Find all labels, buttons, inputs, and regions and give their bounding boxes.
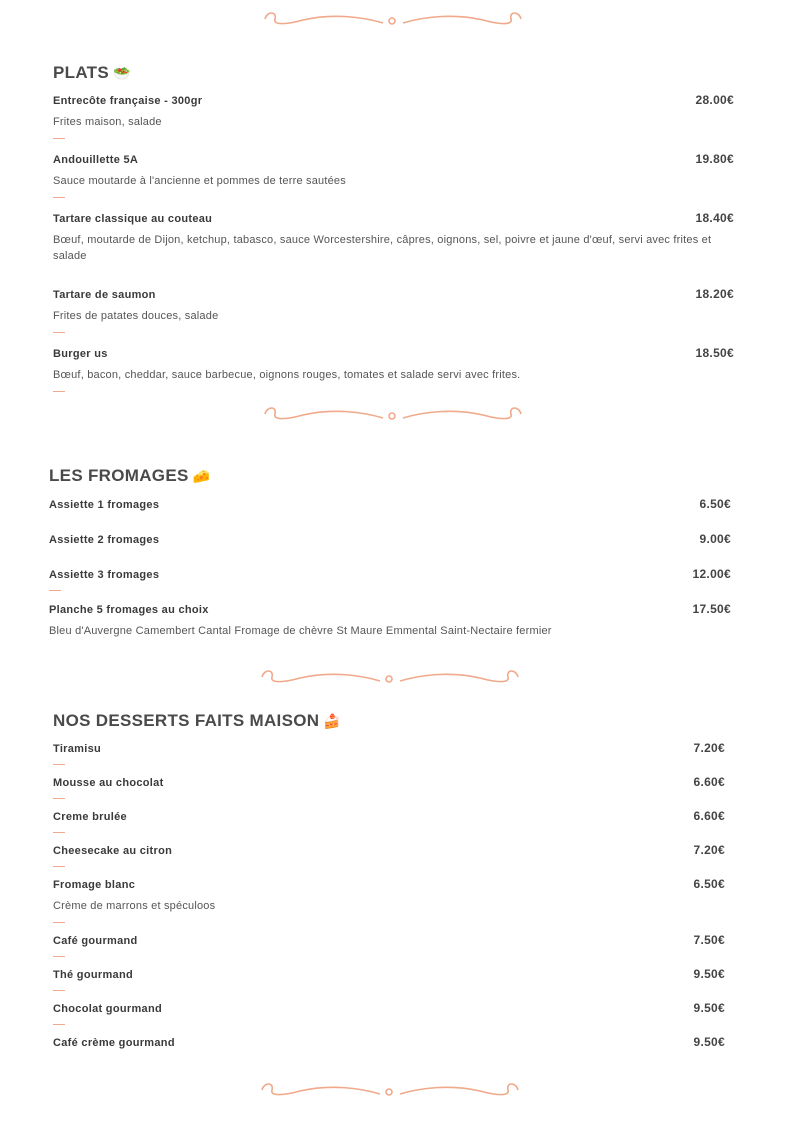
item-description: Crème de marrons et spéculoos <box>53 900 216 912</box>
menu-item <box>53 996 725 1025</box>
item-price: 6.50€ <box>693 877 725 891</box>
item-name: Cheesecake au citron <box>53 845 173 857</box>
item-price: 9.50€ <box>693 1001 725 1015</box>
menu-item <box>53 147 734 198</box>
ornament-divider <box>260 667 520 689</box>
item-price: 28.00€ <box>695 93 734 107</box>
ornament-divider <box>263 404 523 426</box>
item-price: 6.50€ <box>699 497 731 511</box>
item-name: Café gourmand <box>53 935 138 947</box>
cheese-icon: 🧀 <box>192 468 211 484</box>
item-description: Bœuf, moutarde de Dijon, ketchup, tabasco, sauce Worcestershire, câpres, oignons, sel, poivre et jaune d'œuf, servi avec frites et salade <box>53 234 712 262</box>
item-separator <box>53 832 65 833</box>
item-separator <box>53 922 65 923</box>
menu-item <box>53 962 725 991</box>
item-description: Frites maison, salade <box>53 116 162 128</box>
menu-item <box>53 804 725 833</box>
item-separator <box>53 197 65 198</box>
item-name: Planche 5 fromages au choix <box>49 604 209 616</box>
menu-item <box>53 1030 725 1054</box>
item-price: 6.60€ <box>693 809 725 823</box>
menu-item <box>53 770 725 799</box>
item-name: Thé gourmand <box>53 969 133 981</box>
item-name: Fromage blanc <box>53 879 136 891</box>
item-separator <box>53 764 65 765</box>
item-description: Bleu d'Auvergne Camembert Cantal Fromage de chèvre St Maure Emmental Saint-Nectaire fermier <box>49 625 552 637</box>
item-separator <box>53 798 65 799</box>
item-price: 17.50€ <box>692 602 731 616</box>
section-title: LES FROMAGES 🧀 <box>49 466 211 485</box>
item-price: 19.80€ <box>695 152 734 166</box>
item-name: Tartare classique au couteau <box>53 213 213 225</box>
menu-item <box>53 282 734 333</box>
item-description: Bœuf, bacon, cheddar, sauce barbecue, oignons rouges, tomates et salade servi avec frites. <box>53 369 521 381</box>
item-name: Assiette 2 fromages <box>49 534 160 546</box>
item-name: Entrecôte française - 300gr <box>53 95 203 107</box>
menu-item <box>53 928 725 957</box>
item-price: 7.20€ <box>693 843 725 857</box>
item-separator <box>53 332 65 333</box>
item-separator <box>53 866 65 867</box>
salad-icon: 🥗 <box>112 65 131 81</box>
menu-item <box>49 527 731 551</box>
menu-item <box>53 206 734 264</box>
item-separator <box>53 1024 65 1025</box>
ornament-divider <box>260 1080 520 1102</box>
item-separator <box>49 590 61 591</box>
item-name: Burger us <box>53 348 108 360</box>
item-name: Chocolat gourmand <box>53 1003 162 1015</box>
item-separator <box>53 990 65 991</box>
item-price: 7.50€ <box>693 933 725 947</box>
item-price: 18.50€ <box>695 346 734 360</box>
item-name: Café crème gourmand <box>53 1037 175 1049</box>
item-name: Mousse au chocolat <box>53 777 164 789</box>
item-price: 9.50€ <box>693 967 725 981</box>
item-price: 9.00€ <box>699 532 731 546</box>
menu-item <box>53 838 725 867</box>
item-name: Tartare de saumon <box>53 289 156 301</box>
item-name: Tiramisu <box>53 743 102 755</box>
section-title: PLATS 🥗 <box>53 63 131 82</box>
item-price: 6.60€ <box>693 775 725 789</box>
menu-item <box>53 88 734 139</box>
menu-item <box>53 736 725 765</box>
menu-item <box>53 341 734 392</box>
menu-item <box>49 597 731 639</box>
item-price: 18.20€ <box>695 287 734 301</box>
menu-item <box>49 562 731 591</box>
item-price: 18.40€ <box>695 211 734 225</box>
section-plats <box>53 60 734 392</box>
menu-item <box>53 872 725 923</box>
menu-item <box>49 492 731 516</box>
item-name: Assiette 1 fromages <box>49 499 160 511</box>
item-separator <box>53 138 65 139</box>
item-separator <box>53 391 65 392</box>
item-description: Sauce moutarde à l'ancienne et pommes de terre sautées <box>53 175 346 187</box>
item-price: 9.50€ <box>693 1035 725 1049</box>
item-price: 7.20€ <box>693 741 725 755</box>
cake-icon: 🍰 <box>323 713 342 729</box>
item-description: Frites de patates douces, salade <box>53 310 219 322</box>
section-fromages <box>49 463 731 639</box>
item-name: Assiette 3 fromages <box>49 569 160 581</box>
item-price: 12.00€ <box>692 567 731 581</box>
item-separator <box>53 956 65 957</box>
item-name: Andouillette 5A <box>53 154 139 166</box>
section-title: NOS DESSERTS FAITS MAISON 🍰 <box>53 711 342 730</box>
section-desserts <box>53 708 725 1054</box>
item-name: Creme brulée <box>53 811 127 823</box>
ornament-divider <box>263 9 523 31</box>
